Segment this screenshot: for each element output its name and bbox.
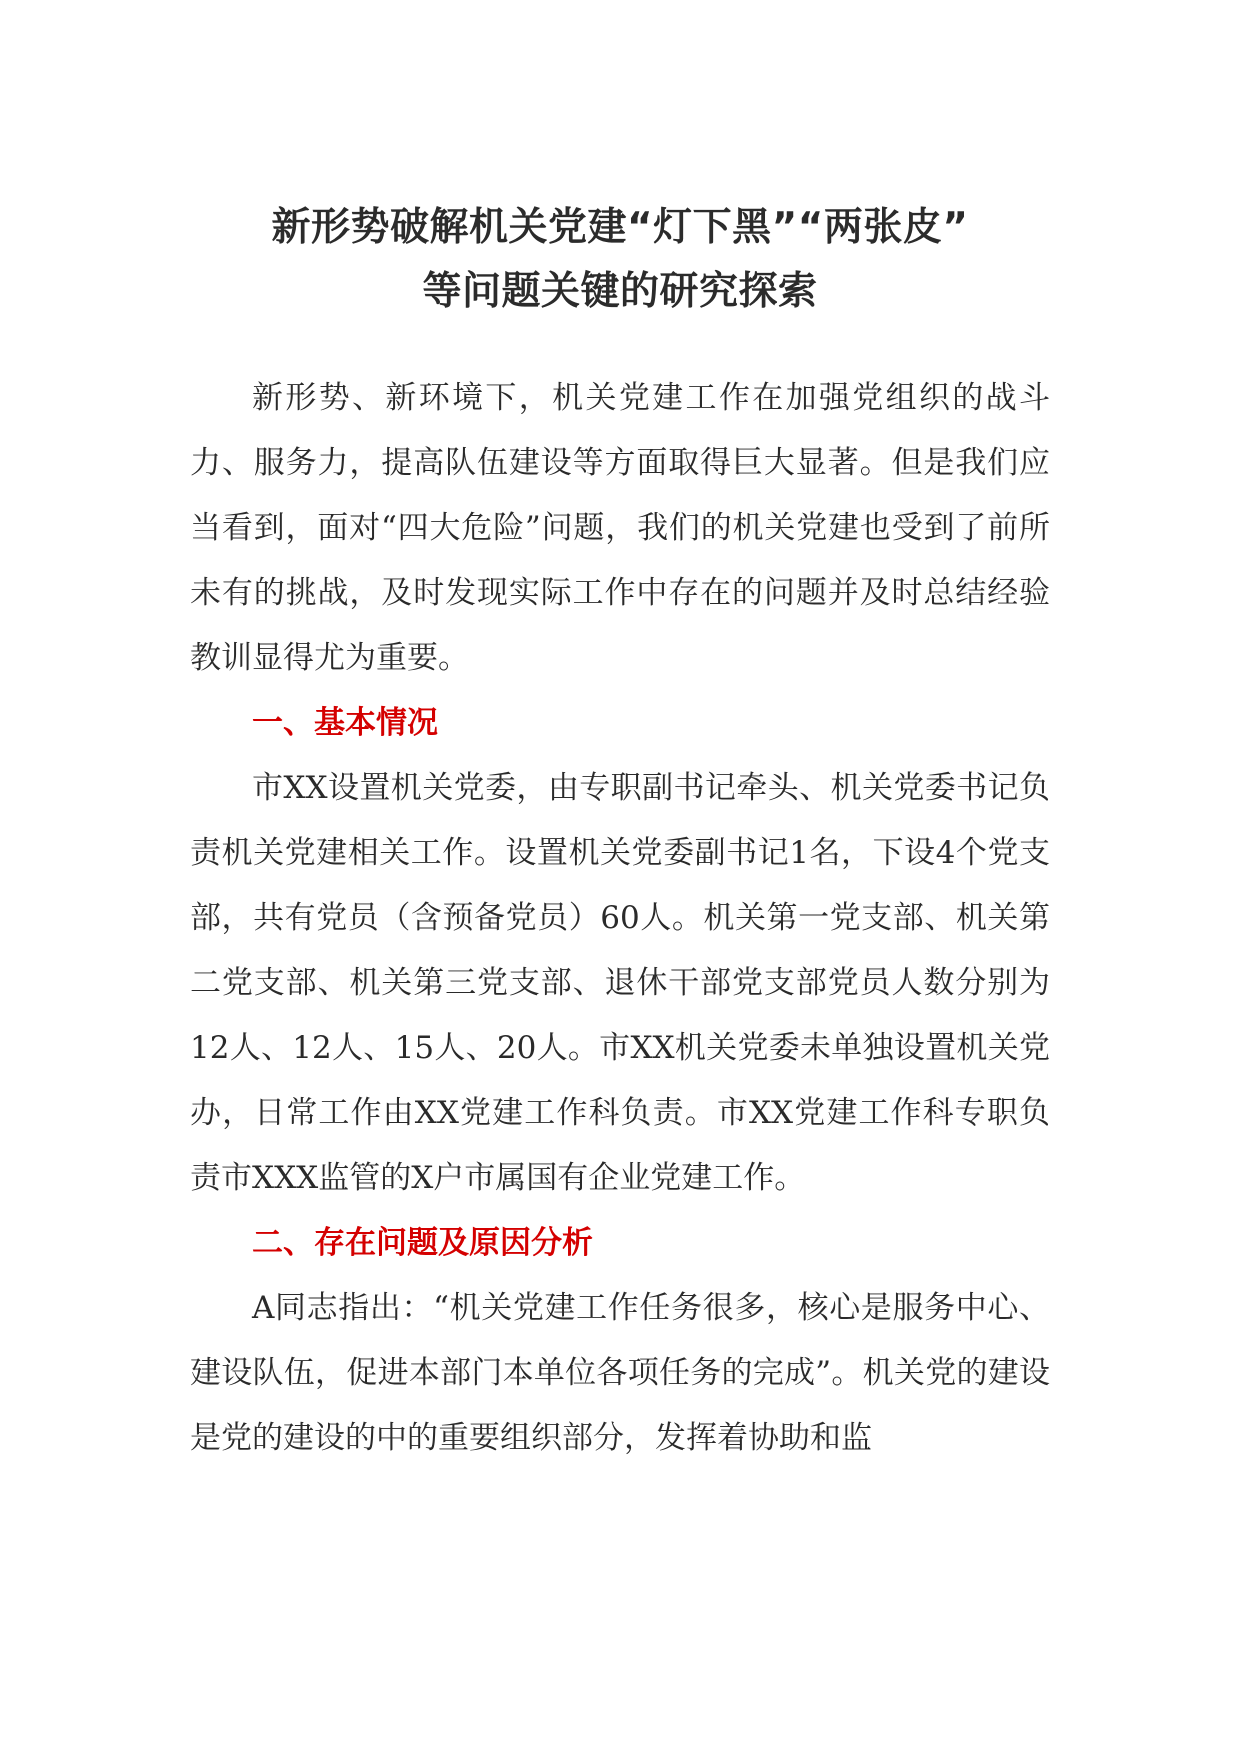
section-heading-basic-situation: 一、基本情况	[252, 705, 438, 741]
problems-analysis-paragraph: A同志指出：“机关党建工作任务很多，核心是服务中心、建设队伍，促进本部门本单位各项任务的完成”。机关党的建设是党的建设的中的重要组织部分，发挥着协助和监	[190, 1290, 1050, 1456]
document-title	[190, 196, 1050, 324]
document-page	[190, 196, 1050, 1471]
basic-situation-paragraph: 市XX设置机关党委，由专职副书记牵头、机关党委书记负责机关党建相关工作。设置机关党委副书记1名，下设4个党支部，共有党员（含预备党员）60人。机关第一党支部、机关第二党支部、机关第三党支部、退休干部党支部党员人数分别为12人、12人、15人、20人。市XX机关党委未单独设置机关党办，日常工作由XX党建工作科负责。市XX党建工作科专职负责市XXX监管的X户市属国有企业党建工作。	[190, 770, 1050, 1196]
section-heading-problems-analysis: 二、存在问题及原因分析	[252, 1225, 593, 1261]
intro-paragraph: 新形势、新环境下，机关党建工作在加强党组织的战斗力、服务力，提高队伍建设等方面取得巨大显著。但是我们应当看到，面对“四大危险”问题，我们的机关党建也受到了前所未有的挑战，及时发现实际工作中存在的问题并及时总结经验教训显得尤为重要。	[190, 380, 1050, 676]
title-line-2: 等问题关键的研究探索	[422, 269, 818, 314]
title-line-1: 新形势破解机关党建“灯下黑”“两张皮”	[271, 205, 969, 250]
